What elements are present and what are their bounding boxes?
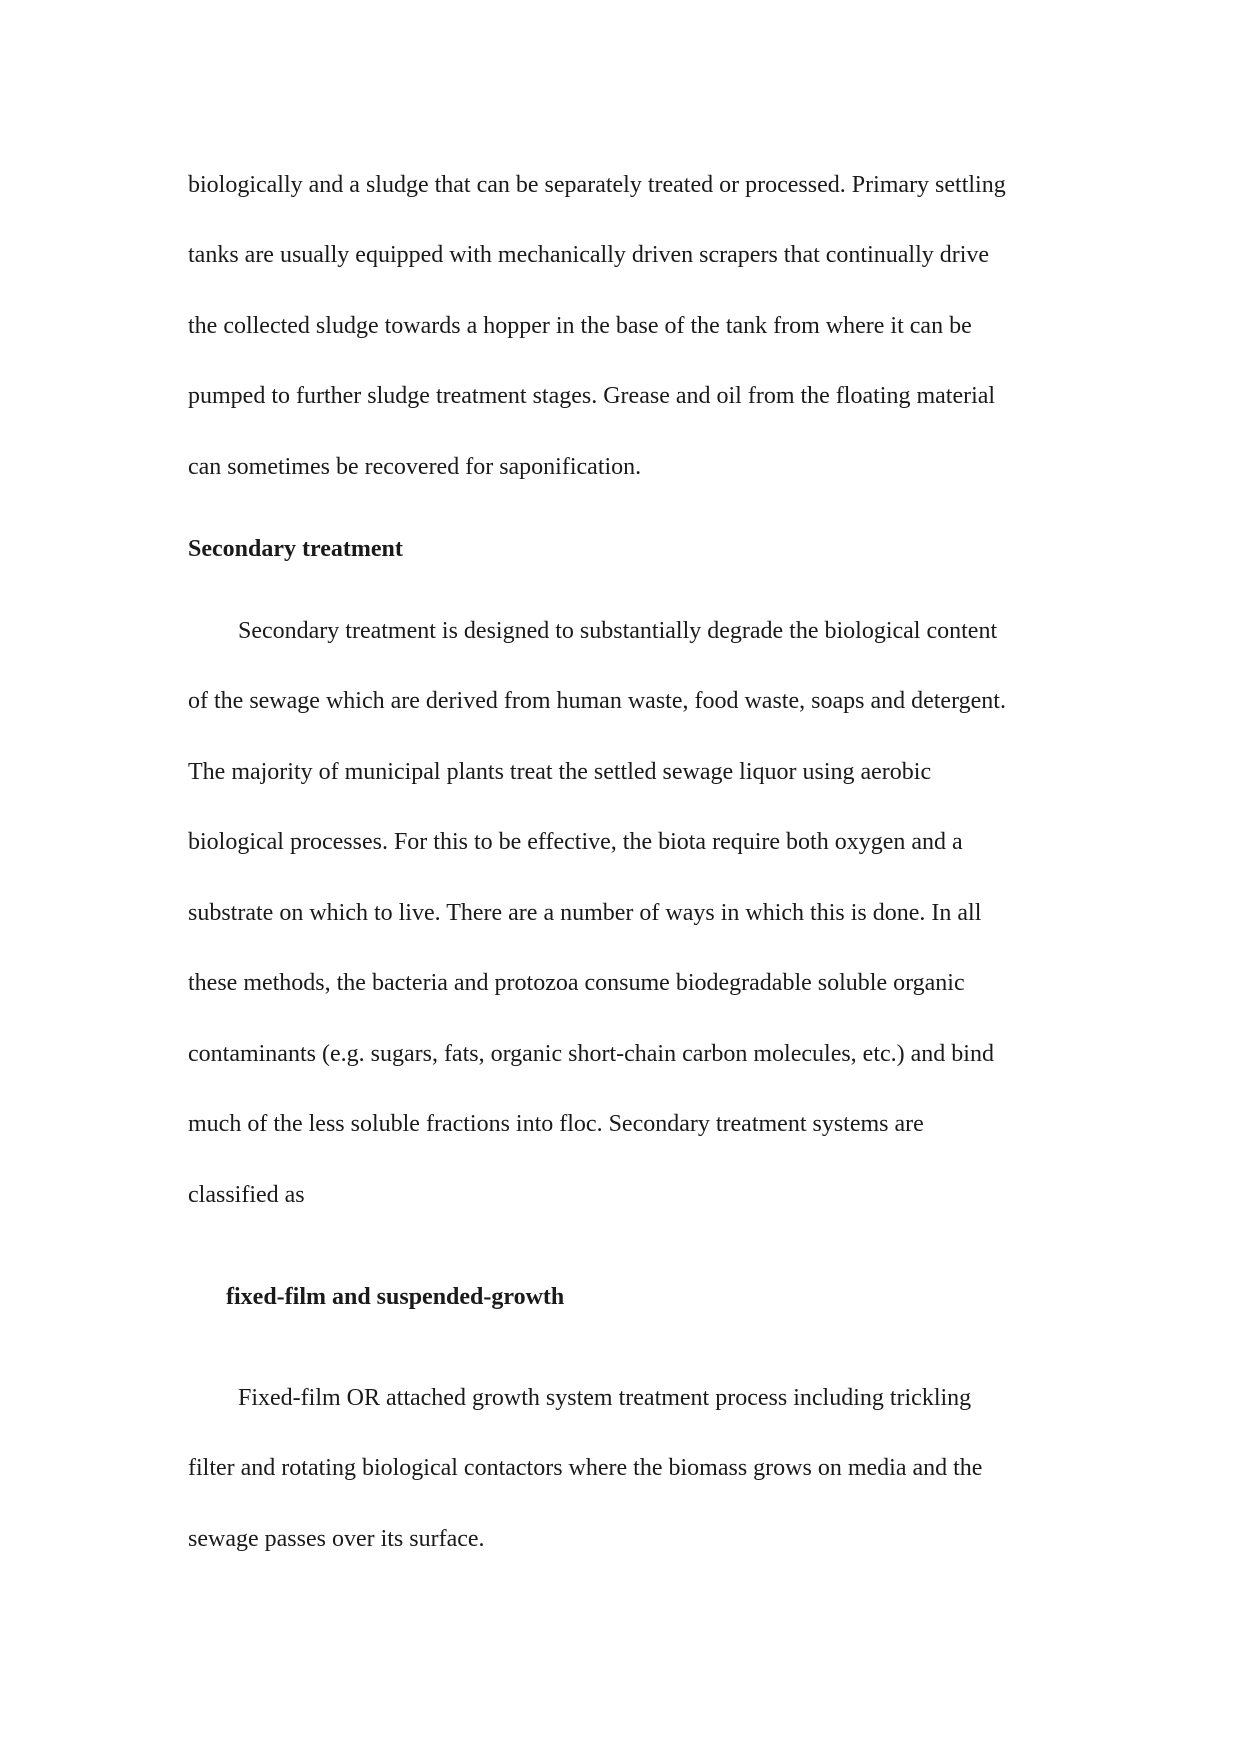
paragraph-line: substrate on which to live. There are a number of ways in which this is done. In all — [188, 900, 982, 926]
paragraph-line: contaminants (e.g. sugars, fats, organic short-chain carbon molecules, etc.) and bind — [188, 1041, 994, 1067]
paragraph-line: these methods, the bacteria and protozoa consume biodegradable soluble organic — [188, 970, 965, 996]
paragraph-line: sewage passes over its surface. — [188, 1526, 485, 1552]
subheading: fixed-film and suspended-growth — [226, 1284, 565, 1310]
section-heading: Secondary treatment — [188, 536, 403, 562]
paragraph-line: filter and rotating biological contactors where the biomass grows on media and the — [188, 1455, 983, 1481]
paragraph-line: tanks are usually equipped with mechanically driven scrapers that continually drive — [188, 242, 990, 268]
paragraph-line: of the sewage which are derived from human waste, food waste, soaps and detergent. — [188, 688, 1006, 714]
paragraph-line: biological processes. For this to be effective, the biota require both oxygen and a — [188, 829, 963, 855]
paragraph-line: The majority of municipal plants treat the settled sewage liquor using aerobic — [188, 759, 932, 785]
paragraph-line: much of the less soluble fractions into floc. Secondary treatment systems are — [188, 1111, 924, 1137]
paragraph-line: can sometimes be recovered for saponification. — [188, 454, 642, 480]
paragraph-line: Fixed-film OR attached growth system treatment process including trickling — [238, 1385, 972, 1411]
paragraph-line: Secondary treatment is designed to substantially degrade the biological content — [238, 618, 998, 644]
paragraph-line: the collected sludge towards a hopper in the base of the tank from where it can be — [188, 313, 972, 339]
paragraph-line: biologically and a sludge that can be separately treated or processed. Primary settling — [188, 172, 1006, 198]
paragraph-line: classified as — [188, 1182, 305, 1208]
paragraph-line: pumped to further sludge treatment stages. Grease and oil from the floating material — [188, 383, 996, 409]
